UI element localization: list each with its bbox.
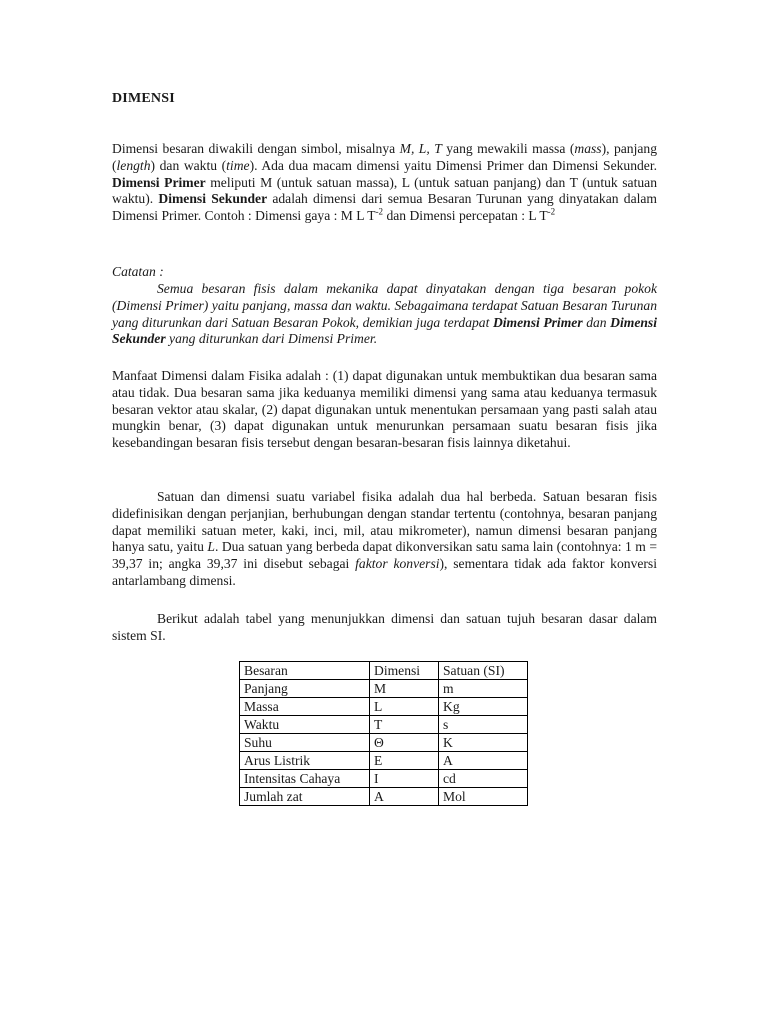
paragraph-manfaat: Manfaat Dimensi dalam Fisika adalah : (1) dapat digunakan untuk membuktikan dua besaran sama atau tidak. Dua besaran sama jika keduanya memiliki dimensi yang sama atau keduanya termasuk besaran vektor atau skalar, (2) dapat digunakan untuk menentukan persamaan yang pasti salah atau mungkin benar, (3) dapat digunakan untuk menurunkan persamaan suatu besaran fisis jika kesebandingan besaran fisis tersebut dengan besaran-besaran fisis lainnya diketahui. bbox=[112, 368, 657, 451]
exponent: -2 bbox=[375, 206, 384, 217]
header-cell: Besaran bbox=[240, 662, 370, 680]
note-paragraph: Semua besaran fisis dalam mekanika dapat dinyatakan dengan tiga besaran pokok (Dimensi Primer) yaitu panjang, massa dan waktu. Sebagaimana terdapat Satuan Besaran Turunan yang diturunkan dari Satuan Besaran Pokok, demikian juga terdapat Dimensi Primer dan Dimensi Sekunder yang diturunkan dari Dimensi Primer. bbox=[112, 281, 657, 347]
table-cell: I bbox=[370, 770, 439, 788]
table-header-row bbox=[240, 662, 528, 680]
table-cell: m bbox=[439, 680, 528, 698]
table-cell: A bbox=[370, 788, 439, 806]
table-row bbox=[240, 770, 528, 788]
table-cell: K bbox=[439, 734, 528, 752]
table-cell: Massa bbox=[240, 698, 370, 716]
table-cell: cd bbox=[439, 770, 528, 788]
si-units-table-wrapper bbox=[239, 661, 528, 806]
table-cell: s bbox=[439, 716, 528, 734]
page-title: DIMENSI bbox=[112, 91, 175, 106]
table-cell: Suhu bbox=[240, 734, 370, 752]
table-cell: Kg bbox=[439, 698, 528, 716]
note-label: Catatan : bbox=[112, 264, 164, 279]
table-row bbox=[240, 680, 528, 698]
table-cell: Panjang bbox=[240, 680, 370, 698]
table-row bbox=[240, 698, 528, 716]
table-cell: Intensitas Cahaya bbox=[240, 770, 370, 788]
table-cell: E bbox=[370, 752, 439, 770]
table-row bbox=[240, 716, 528, 734]
table-cell: Jumlah zat bbox=[240, 788, 370, 806]
table-cell: L bbox=[370, 698, 439, 716]
si-units-table bbox=[239, 661, 528, 806]
term-dimensi-sekunder: Dimensi Sekunder bbox=[158, 191, 268, 207]
table-row bbox=[240, 788, 528, 806]
table-cell: Mol bbox=[439, 788, 528, 806]
term-dimensi-primer: Dimensi Primer bbox=[492, 314, 583, 330]
table-cell: T bbox=[370, 716, 439, 734]
exponent: -2 bbox=[547, 206, 556, 217]
term-dimensi-primer: Dimensi Primer bbox=[112, 174, 206, 190]
table-cell: A bbox=[439, 752, 528, 770]
table-cell: M bbox=[370, 680, 439, 698]
table-cell: Waktu bbox=[240, 716, 370, 734]
paragraph-definition: Dimensi besaran diwakili dengan simbol, misalnya M, L, T yang mewakili massa (mass), panjang (length) dan waktu (time). Ada dua macam dimensi yaitu Dimensi Primer dan Dimensi Sekunder. Dimensi Primer meliputi M (untuk satuan massa), L (untuk satuan panjang) dan T (untuk satuan waktu). Dimensi Sekunder adalah dimensi dari semua Besaran Turunan yang dinyatakan dalam Dimensi Primer. Contoh : Dimensi gaya : M L $T^{-2}$ dan Dimensi percepatan : L $T^{-2}$ bbox=[112, 141, 657, 224]
term-dimensi-sekunder: Dimensi Sekunder bbox=[112, 314, 657, 347]
paragraph-table-intro: Berikut adalah tabel yang menunjukkan dimensi dan satuan tujuh besaran dasar dalam sistem SI. bbox=[112, 611, 657, 643]
table-cell: Θ bbox=[370, 734, 439, 752]
paragraph-satuan-dimensi: Satuan dan dimensi suatu variabel fisika adalah dua hal berbeda. Satuan besaran fisis didefinisikan dengan perjanjian, berhubungan dengan standar tertentu (contohnya, besaran panjang dapat memiliki satuan meter, kaki, inci, mil, atau mikrometer), namun dimensi besaran panjang hanya satu, yaitu L. Dua satuan yang berbeda dapat dikonversikan satu sama lain (contohnya: 1 m = 39,37 in; angka 39,37 ini disebut sebagai faktor konversi), sementara tidak ada faktor konversi antarlambang dimensi. bbox=[112, 489, 657, 588]
header-cell: Dimensi bbox=[370, 662, 439, 680]
header-cell: Satuan (SI) bbox=[439, 662, 528, 680]
table-row bbox=[240, 734, 528, 752]
table-cell: Arus Listrik bbox=[240, 752, 370, 770]
table-row bbox=[240, 752, 528, 770]
